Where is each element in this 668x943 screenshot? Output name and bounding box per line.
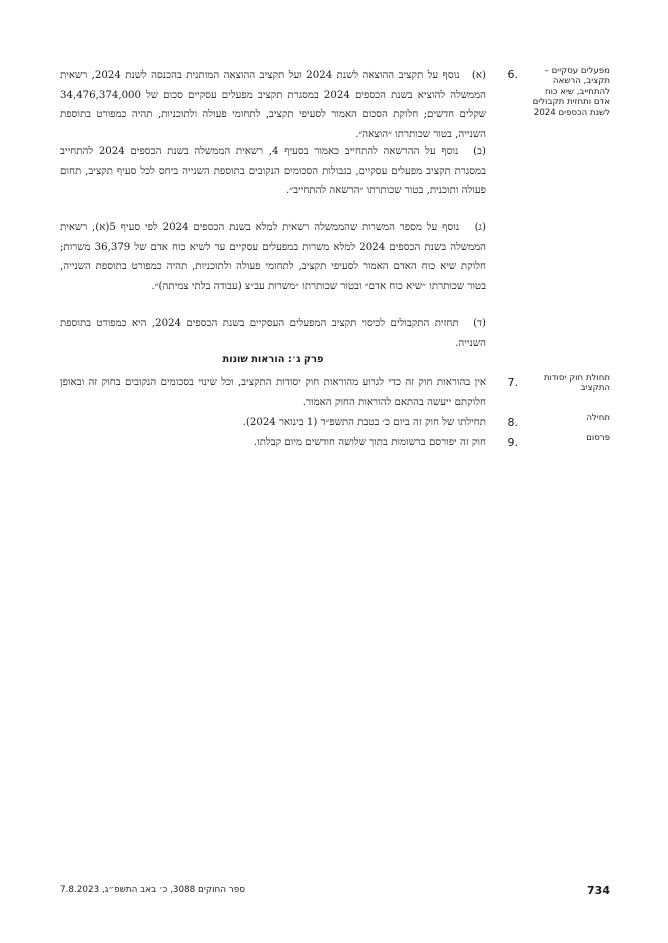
paragraph-c	[60, 218, 486, 296]
section-7-text: אין בהוראות חוק זה כדי לגרוע מהוראות חוק יסודות התקציב, וכל שינוי בסכומים הנקובים בחוק זה ובאופן חלוקתם ייעשה בהתאם להוראות החוק האמור.	[60, 377, 486, 408]
section-8-text: תחילתו של חוק זה ביום כ׳ בטבת התשפ״ד (1 בינואר 2024).	[242, 417, 486, 428]
section-number-6: .6	[507, 68, 518, 81]
paragraph-b	[60, 142, 486, 201]
section-number-9: .9	[507, 436, 518, 449]
section-8-body	[60, 413, 486, 433]
paragraph-a-text: נוסף על תקציב ההוצאה לשנת 2024 ועל תקציב ההוצאה המותנית בהכנסה לשנת 2024, רשאית הממשלה להוציא בשנת הכספים 2024 במסגרת תקציב מפעלים עסקיים סכום של 34,476,374,000 שקלים חדשים; חלוקת הסכום האמור לסעיפי תקציב, לתחומי פעולה ולתוכניות, תהיה כמפורט בתוספת השנייה, בטור שכותרתו ״הוצאה״.	[60, 70, 486, 140]
paragraph-a-label: (א)	[471, 70, 486, 81]
publication-reference: ספר החוקים 3088, כ׳ באב התשפ״ג, 7.8.2023	[60, 885, 245, 895]
section-number-8: .8	[507, 416, 518, 429]
side-note-section-7: תחולת חוק יסודות התקציב	[543, 373, 610, 394]
paragraph-b-text: נוסף על ההרשאה להתחייב כאמור בסעיף 4, רשאית הממשלה בשנת הכספים 2024 להתחייב במסגרת תקציב מפעלים עסקיים, בגבולות הסכומים הנקובים בתוספת השנייה ביחס לכל סעיף תקציב, תחום פעולה ותוכנית, בטור שכותרתו ״הרשאה להתחייב״.	[60, 146, 486, 197]
paragraph-d-label: (ד)	[473, 318, 486, 329]
paragraph-d	[60, 314, 486, 353]
section-9-text: חוק זה יפורסם ברשומות בתוך שלושה חודשים מיום קבלתו.	[253, 437, 486, 448]
page-footer	[60, 884, 610, 898]
paragraph-d-text: תחזית התקבולים לכיסוי תקציב המפעלים העסקיים בשנת הכספים 2024, היא כמפורט בתוספת השנייה.	[60, 318, 486, 349]
chapter-title: פרק ג׳: הוראות שונות	[222, 354, 324, 365]
paragraph-c-label: (ג)	[474, 222, 486, 233]
side-note-section-8: תחילה	[586, 413, 610, 423]
section-number-7: .7	[507, 376, 518, 389]
paragraph-b-label: (ב)	[473, 146, 486, 157]
side-note-section-9: פרסום	[586, 433, 610, 443]
section-9-body	[60, 433, 486, 453]
section-7-body	[60, 373, 486, 412]
page-number: 734	[587, 884, 610, 897]
paragraph-a	[60, 66, 486, 144]
side-note-section-6: מפעלים עסקיים – תקציב, הרשאה להתחייב, שיא כוח אדם ותחזית תקבולים לשנת הכספים 2024	[532, 66, 610, 118]
paragraph-c-text: נוסף על מספר המשרות שהממשלה רשאית למלא בשנת הכספים 2024 לפי סעיף 5(א), רשאית הממשלה בשנת הכספים 2024 למלא משרות במפעלים עסקיים עד לשיא כוח אדם של 36,379 משרות; חלוקת שיא כוח האדם האמור לסעיפי תקציב, לתחומי פעולה ולתוכניות, תהיה כמפורט בתוספת השנייה, בטור שכותרתו ״שיא כוח אדם״ ובטור שכותרתו ״משרות עב״צ (עבודה בלתי צמיתה)״.	[60, 222, 487, 292]
